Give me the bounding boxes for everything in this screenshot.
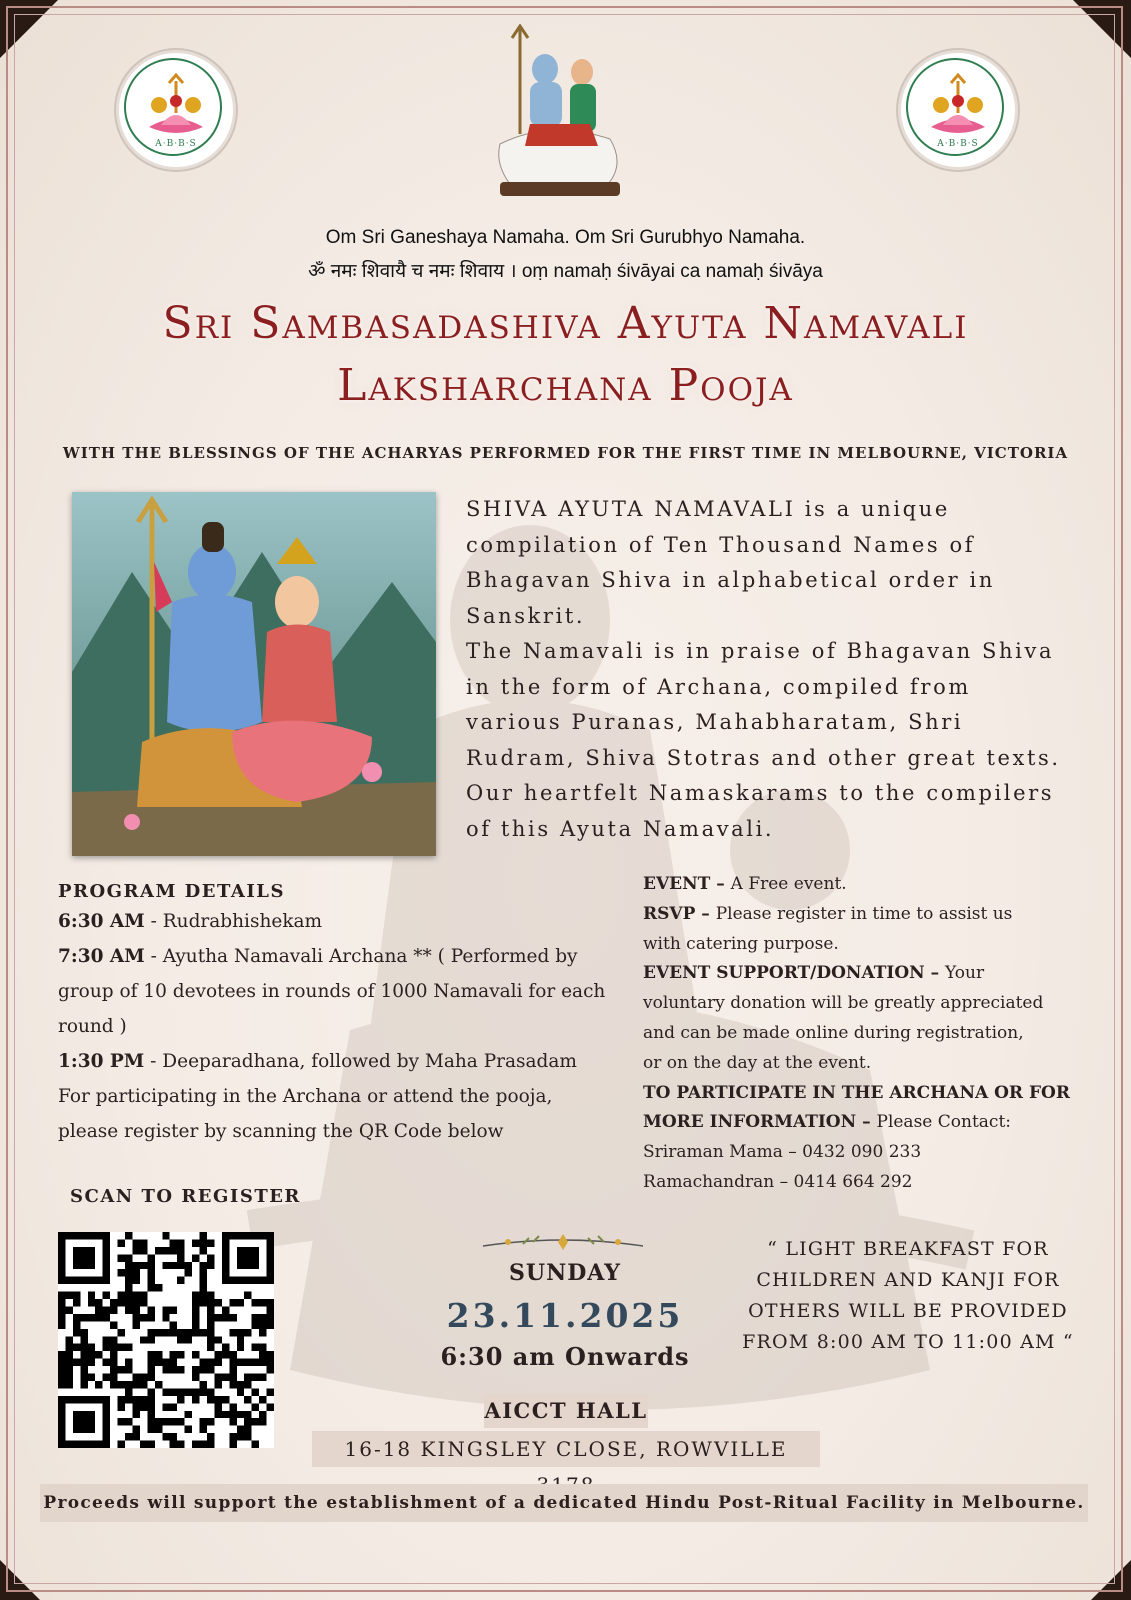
info-line: EVENT SUPPORT/DONATION – Your: [643, 963, 985, 984]
program-item: please register by scanning the QR Code below: [58, 1121, 504, 1142]
event-day: SUNDAY: [509, 1260, 621, 1286]
invocation-line: Om Sri Ganeshaya Namaha. Om Sri Gurubhyo Namaha.: [325, 227, 806, 248]
program-item: group of 10 devotees in rounds of 1000 Namavali for each: [58, 981, 606, 1002]
breakfast-line: CHILDREN AND KANJI FOR: [756, 1269, 1060, 1291]
shiva-parvati-nandi-illustration: [490, 24, 640, 204]
info-line: MORE INFORMATION – Please Contact:: [643, 1112, 1011, 1133]
intro-line: Sanskrit.: [466, 603, 586, 628]
program-details: [58, 880, 618, 1149]
contact-line: Ramachandran – 0414 664 292: [643, 1171, 913, 1192]
info-line: voluntary donation will be greatly appreciated: [643, 993, 1044, 1014]
intro-line: in the form of Archana, compiled from: [466, 674, 971, 699]
program-item: 1:30 PM - Deeparadhana, followed by Maha Prasadam: [58, 1051, 577, 1072]
info-line: TO PARTICIPATE IN THE ARCHANA OR FOR: [643, 1082, 1070, 1103]
registration-qr-code[interactable]: [58, 1232, 274, 1448]
blessing-line: WITH THE BLESSINGS OF THE ACHARYAS PERFORMED FOR THE FIRST TIME IN MELBOURNE, VICTORIA: [62, 444, 1069, 462]
program-item: For participating in the Archana or attend the pooja,: [58, 1086, 553, 1107]
breakfast-note: [738, 1234, 1078, 1358]
event-info: [643, 870, 1083, 1198]
shiva-parvati-painting: [72, 492, 436, 856]
intro-line: Bhagavan Shiva in alphabetical order in: [466, 568, 995, 592]
intro-line: SHIVA AYUTA NAMAVALI is a unique: [466, 497, 950, 521]
breakfast-line: FROM 8:00 AM TO 11:00 AM “: [742, 1331, 1074, 1353]
lotus-icon: [119, 53, 233, 167]
sanskrit-invocation-line: ॐ नमः शिवायै च नमः शिवाय । oṃ namaḥ śivāyai ca namaḥ śivāya: [308, 261, 823, 282]
info-line: EVENT – A Free event.: [643, 874, 847, 894]
abbs-logo-left: A·B·B·S: [116, 50, 236, 170]
floral-divider-ornament: [478, 1230, 648, 1256]
program-item: 7:30 AM - Ayutha Namavali Archana ** ( Performed by: [58, 946, 578, 967]
intro-paragraph: [466, 492, 1096, 847]
program-item: 6:30 AM - Rudrabhishekam: [58, 911, 323, 932]
intro-line: of this Ayuta Namavali.: [466, 816, 775, 841]
intro-line: various Puranas, Mahabharatam, Shri: [466, 710, 964, 734]
venue-address: 16-18 KINGSLEY CLOSE, ROWVILLE: [312, 1431, 820, 1467]
program-heading: PROGRAM DETAILS: [58, 881, 285, 902]
scan-to-register-label: SCAN TO REGISTER: [70, 1186, 301, 1207]
venue-name: AICCT HALL: [484, 1394, 648, 1428]
abbs-logo-right: A·B·B·S: [898, 50, 1018, 170]
info-line: with catering purpose.: [643, 933, 839, 954]
intro-line: Rudram, Shiva Stotras and other great texts.: [466, 745, 1061, 770]
event-date: 23.11.2025: [446, 1296, 684, 1335]
intro-line: Our heartfelt Namaskarams to the compilers: [466, 781, 1055, 805]
breakfast-line: “ LIGHT BREAKFAST FOR: [767, 1238, 1049, 1260]
footer-proceeds-note: Proceeds will support the establishment of a dedicated Hindu Post-Ritual Facility in Melbourne.: [40, 1484, 1088, 1522]
contact-line: Sriraman Mama – 0432 090 233: [643, 1142, 922, 1163]
intro-line: compilation of Ten Thousand Names of: [466, 532, 976, 557]
page-subtitle: Laksharchana Pooja: [337, 360, 794, 411]
event-time: 6:30 am Onwards: [440, 1342, 690, 1371]
lotus-icon: [901, 53, 1015, 167]
breakfast-line: OTHERS WILL BE PROVIDED: [748, 1300, 1068, 1322]
info-line: or on the day at the event.: [643, 1052, 872, 1073]
info-line: and can be made online during registration,: [643, 1022, 1024, 1043]
program-item: round ): [58, 1016, 127, 1037]
intro-line: The Namavali is in praise of Bhagavan Shiva: [466, 639, 1055, 663]
info-line: RSVP – Please register in time to assist us: [643, 903, 1013, 924]
page-title: Sri Sambasadashiva Ayuta Namavali: [162, 298, 969, 349]
